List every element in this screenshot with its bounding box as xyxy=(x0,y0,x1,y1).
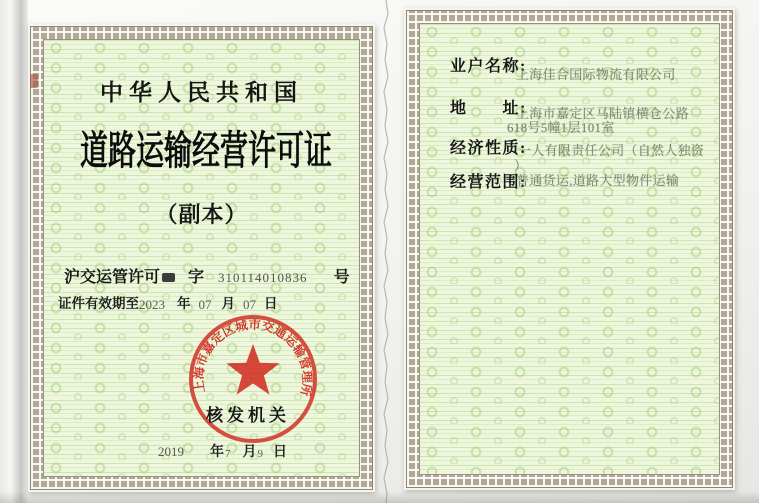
license-number-line xyxy=(64,264,350,287)
country-heading: 中华人民共和国 xyxy=(100,80,303,105)
validity-day: 07 xyxy=(243,297,256,312)
issue-day: 9 xyxy=(257,448,263,460)
year-unit: 年 xyxy=(177,296,191,311)
issue-month-unit: 月 xyxy=(242,445,257,460)
license-number: 310114010836 xyxy=(218,270,308,285)
seal-text: 上海市嘉定区城市交通运输管理所 xyxy=(191,317,315,397)
field-label-business-name: 业户名称: xyxy=(450,58,527,75)
hao-label: 号 xyxy=(333,269,350,286)
field-value-economic-nature: 一人有限责任公司（自然人独资 xyxy=(518,143,705,158)
guilloche-pattern-background xyxy=(419,23,720,475)
book-edge-shadow xyxy=(0,0,28,503)
issue-date-line xyxy=(158,441,287,461)
permit-details-page xyxy=(404,8,735,490)
field-value-business-scope: 普通货运,道路大型物件运输 xyxy=(516,173,680,188)
permit-cover-page xyxy=(28,24,375,492)
issue-year-unit: 年 xyxy=(210,445,224,460)
day-unit: 日 xyxy=(264,296,278,311)
validity-year: 2023 xyxy=(139,297,165,312)
field-value-address-line2: 618号5幢1层101室 xyxy=(507,120,615,135)
issue-month: 7 xyxy=(225,448,231,460)
bottom-shadow xyxy=(0,491,759,503)
field-value-business-name: 上海佳合国际物流有限公司 xyxy=(516,67,676,82)
month-unit: 月 xyxy=(221,296,235,311)
validity-line xyxy=(58,292,278,312)
issuing-authority-label: 核发机关 xyxy=(206,406,290,425)
issue-day-unit: 日 xyxy=(273,445,287,460)
redaction-smudge xyxy=(162,273,175,282)
zi-label: 字 xyxy=(188,269,205,286)
certificate-title: 道路运输经营许可证 xyxy=(80,128,333,173)
field-label-address: 地 址: xyxy=(450,100,527,117)
field-label-economic-nature: 经济性质: xyxy=(450,140,527,157)
field-value-economic-nature-wrap: ） xyxy=(514,158,528,173)
red-star-icon xyxy=(226,344,279,395)
license-prefix: 沪交运管许可 xyxy=(64,269,161,286)
validity-month: 07 xyxy=(198,297,212,312)
field-value-address-line1: 上海市嘉定区马陆镇横仓公路 xyxy=(516,106,689,121)
validity-label: 证件有效期至 xyxy=(58,296,139,311)
field-label-business-scope: 经营范围: xyxy=(450,174,527,191)
duplicate-copy-label: （副本） xyxy=(155,202,248,227)
issue-year: 2019 xyxy=(158,444,184,459)
page-gutter-tear-line xyxy=(378,0,394,503)
